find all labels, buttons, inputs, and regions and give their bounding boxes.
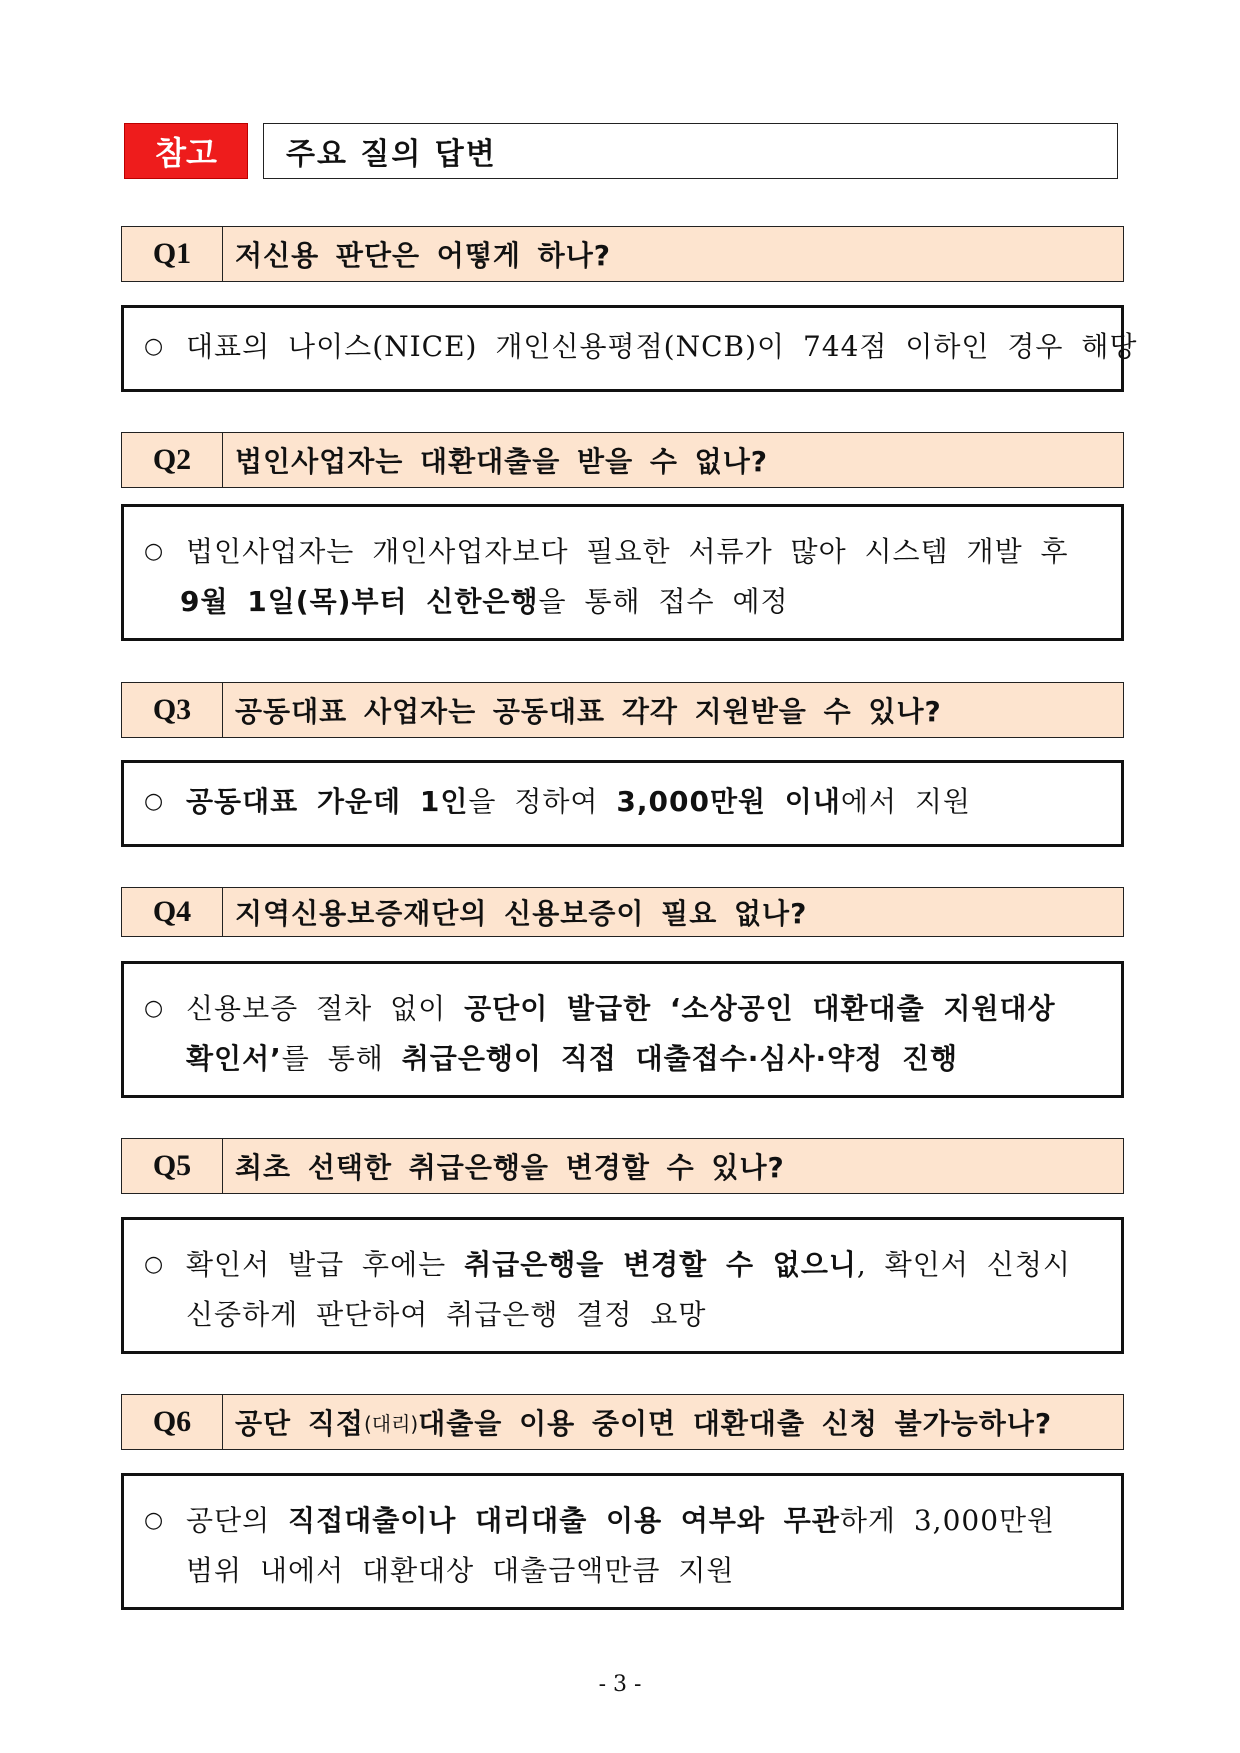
answer-emphasis: 확인서’ <box>186 1042 282 1075</box>
answer-box-q2 <box>121 504 1124 641</box>
answer-text: 대표의 나이스(NICE) 개인신용평점(NCB)이 744점 이하인 경우 해당 <box>186 330 1138 363</box>
bullet-icon: ○ <box>144 539 165 564</box>
answer-box-q1 <box>121 305 1138 392</box>
question-text: 법인사업자는 대환대출을 받을 수 없나? <box>235 445 769 478</box>
answer-emphasis: 직접대출이나 대리대출 이용 여부와 무관 <box>288 1504 840 1537</box>
question-bar-q6 <box>121 1394 1124 1450</box>
bullet-icon: ○ <box>144 996 165 1021</box>
answer-emphasis: 9월 1일(목)부터 신한은행 <box>180 585 539 618</box>
question-text: 최초 선택한 취급은행을 변경할 수 있나? <box>235 1151 785 1184</box>
bullet-icon: ○ <box>144 334 165 359</box>
page-number: - 3 - <box>598 1672 642 1697</box>
question-number: Q4 <box>122 888 223 936</box>
question-number: Q3 <box>122 683 223 737</box>
answer-text: 신용보증 절차 없이 <box>186 992 465 1025</box>
question-bar-q1 <box>121 226 1124 282</box>
question-bar-q4 <box>121 887 1124 937</box>
page-title: 주요 질의 답변 <box>263 123 1118 179</box>
question-number: Q6 <box>122 1395 223 1449</box>
answer-box-q6 <box>121 1473 1124 1610</box>
question-bar-q5 <box>121 1138 1124 1194</box>
bullet-icon: ○ <box>144 1508 165 1533</box>
question-bar-q3 <box>121 682 1124 738</box>
question-text: 지역신용보증재단의 신용보증이 필요 없나? <box>235 897 808 930</box>
question-number: Q1 <box>122 227 223 281</box>
answer-box-q4 <box>121 961 1124 1098</box>
answer-emphasis: 취급은행이 직접 대출접수·심사·약정 진행 <box>401 1042 959 1075</box>
bullet-icon: ○ <box>144 789 165 814</box>
answer-emphasis: 공단이 발급한 ‘소상공인 대환대출 지원대상 <box>464 992 1056 1025</box>
question-text: 저신용 판단은 어떻게 하나? <box>235 239 612 272</box>
answer-emphasis: 취급은행을 변경할 수 없으니 <box>464 1248 857 1281</box>
answer-text: 를 통해 <box>281 1042 402 1075</box>
answer-text: 공단의 <box>186 1504 289 1537</box>
answer-text: 신중하게 판단하여 취급은행 결정 요망 <box>186 1298 707 1331</box>
question-number: Q5 <box>122 1139 223 1193</box>
answer-text: 범위 내에서 대환대상 대출금액만큼 지원 <box>186 1554 735 1587</box>
question-number: Q2 <box>122 433 223 487</box>
answer-text: 을 정하여 <box>468 785 617 818</box>
reference-tag: 참고 <box>124 123 248 179</box>
question-text: 공동대표 사업자는 공동대표 각각 지원받을 수 있나? <box>235 695 942 728</box>
answer-box-q3 <box>121 760 1124 847</box>
answer-text: 확인서 발급 후에는 <box>186 1248 465 1281</box>
answer-box-q5 <box>121 1217 1124 1354</box>
question-bar-q2 <box>121 432 1124 488</box>
answer-text: 하게 3,000만원 <box>839 1504 1056 1537</box>
answer-emphasis: 공동대표 가운데 1인 <box>186 785 469 818</box>
answer-emphasis: 3,000만원 이내 <box>616 785 841 818</box>
answer-text: 법인사업자는 개인사업자보다 필요한 서류가 많아 시스템 개발 후 <box>186 535 1069 568</box>
answer-text: 에서 지원 <box>840 785 971 818</box>
question-text: 공단 직접 (대리) 대출을 이용 중이면 대환대출 신청 불가능하나? <box>235 1407 1053 1440</box>
bullet-icon: ○ <box>144 1252 165 1277</box>
answer-text: , 확인서 신청시 <box>856 1248 1071 1281</box>
answer-text: 을 통해 접수 예정 <box>538 585 789 618</box>
